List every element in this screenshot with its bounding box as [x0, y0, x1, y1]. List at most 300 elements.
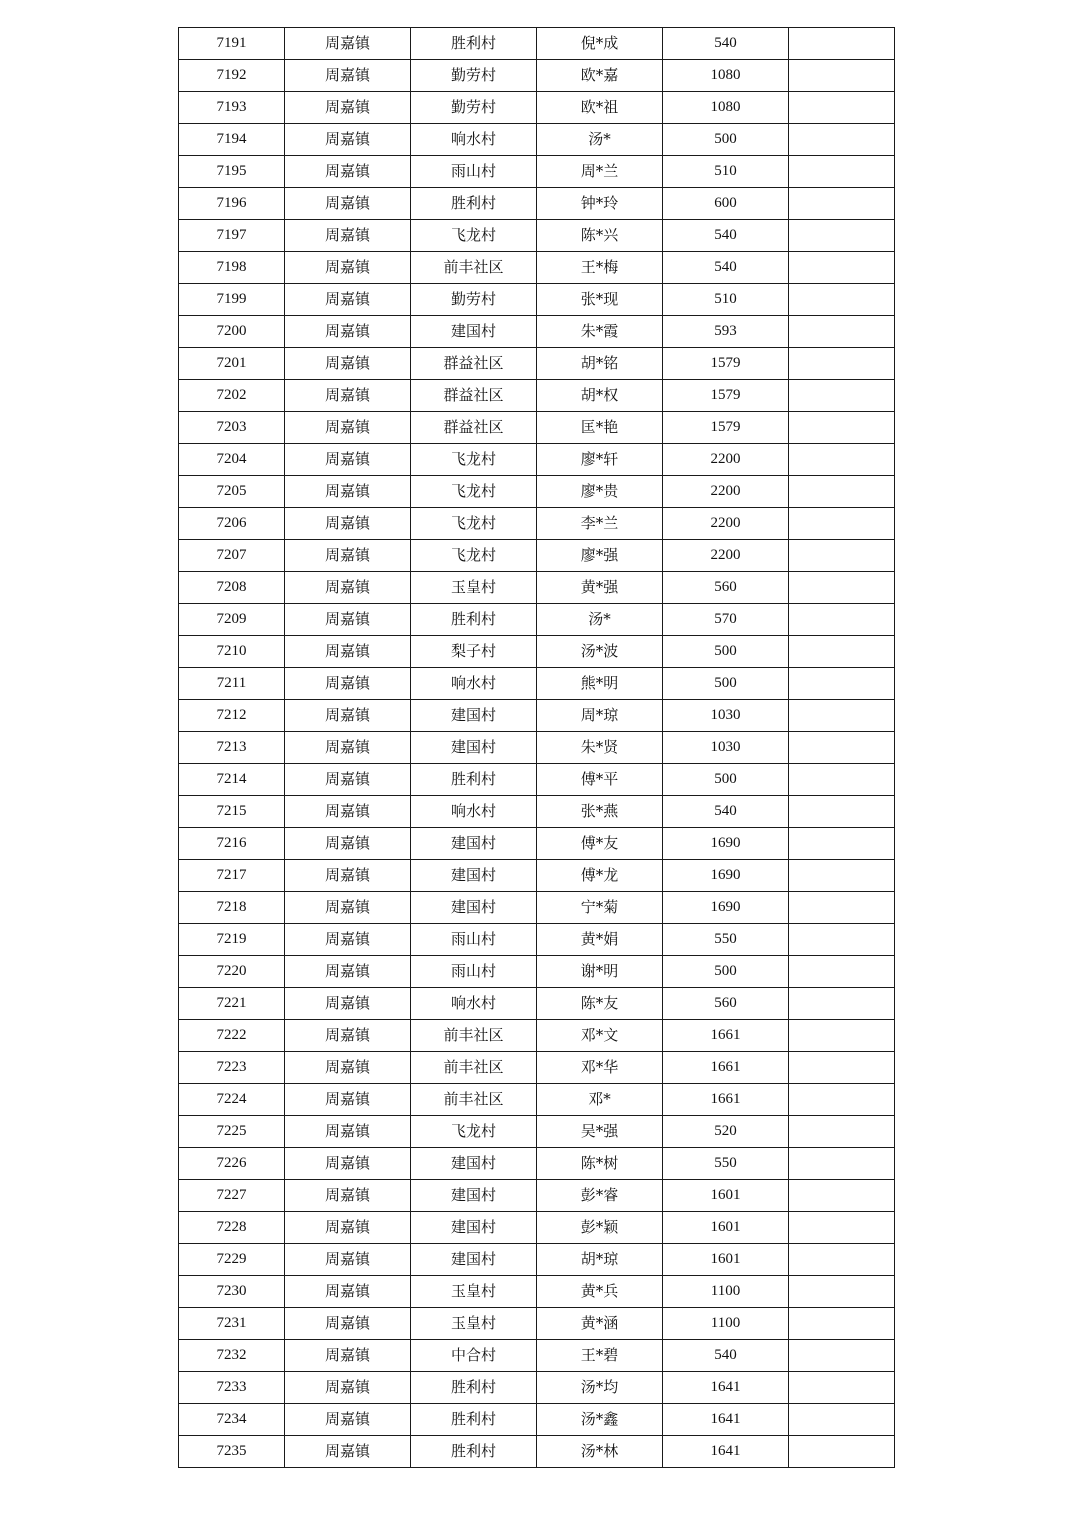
village-cell: 勤劳村 [411, 284, 537, 316]
person-name-cell: 欧*祖 [537, 92, 663, 124]
serial-number-cell: 7221 [179, 988, 285, 1020]
serial-number-cell: 7214 [179, 764, 285, 796]
records-table-body [179, 28, 895, 1468]
remarks-cell [789, 828, 895, 860]
person-name-cell: 彭*睿 [537, 1180, 663, 1212]
serial-number-cell: 7225 [179, 1116, 285, 1148]
serial-number-cell: 7207 [179, 540, 285, 572]
table-row [179, 252, 895, 284]
town-cell: 周嘉镇 [285, 444, 411, 476]
serial-number-cell: 7229 [179, 1244, 285, 1276]
amount-cell: 1641 [663, 1404, 789, 1436]
village-cell: 建国村 [411, 1148, 537, 1180]
serial-number-cell: 7224 [179, 1084, 285, 1116]
person-name-cell: 胡*铭 [537, 348, 663, 380]
remarks-cell [789, 284, 895, 316]
town-cell: 周嘉镇 [285, 28, 411, 60]
table-row [179, 988, 895, 1020]
village-cell: 勤劳村 [411, 92, 537, 124]
town-cell: 周嘉镇 [285, 1084, 411, 1116]
serial-number-cell: 7204 [179, 444, 285, 476]
village-cell: 玉皇村 [411, 1276, 537, 1308]
amount-cell: 1100 [663, 1308, 789, 1340]
table-row [179, 764, 895, 796]
remarks-cell [789, 412, 895, 444]
town-cell: 周嘉镇 [285, 1372, 411, 1404]
person-name-cell: 黄*强 [537, 572, 663, 604]
amount-cell: 1601 [663, 1212, 789, 1244]
remarks-cell [789, 1436, 895, 1468]
amount-cell: 1641 [663, 1372, 789, 1404]
serial-number-cell: 7205 [179, 476, 285, 508]
person-name-cell: 李*兰 [537, 508, 663, 540]
table-row [179, 1084, 895, 1116]
amount-cell: 1690 [663, 828, 789, 860]
amount-cell: 1641 [663, 1436, 789, 1468]
serial-number-cell: 7235 [179, 1436, 285, 1468]
table-row [179, 92, 895, 124]
amount-cell: 540 [663, 220, 789, 252]
village-cell: 群益社区 [411, 412, 537, 444]
village-cell: 飞龙村 [411, 444, 537, 476]
remarks-cell [789, 188, 895, 220]
village-cell: 胜利村 [411, 1436, 537, 1468]
serial-number-cell: 7191 [179, 28, 285, 60]
serial-number-cell: 7198 [179, 252, 285, 284]
remarks-cell [789, 1404, 895, 1436]
town-cell: 周嘉镇 [285, 892, 411, 924]
remarks-cell [789, 252, 895, 284]
village-cell: 雨山村 [411, 924, 537, 956]
table-row [179, 1276, 895, 1308]
town-cell: 周嘉镇 [285, 284, 411, 316]
amount-cell: 560 [663, 572, 789, 604]
table-row [179, 220, 895, 252]
village-cell: 飞龙村 [411, 220, 537, 252]
remarks-cell [789, 1340, 895, 1372]
village-cell: 响水村 [411, 796, 537, 828]
records-table [178, 27, 895, 1468]
person-name-cell: 汤*均 [537, 1372, 663, 1404]
amount-cell: 500 [663, 764, 789, 796]
town-cell: 周嘉镇 [285, 988, 411, 1020]
amount-cell: 500 [663, 636, 789, 668]
village-cell: 胜利村 [411, 604, 537, 636]
amount-cell: 500 [663, 956, 789, 988]
serial-number-cell: 7197 [179, 220, 285, 252]
village-cell: 雨山村 [411, 956, 537, 988]
table-row [179, 1180, 895, 1212]
person-name-cell: 傅*友 [537, 828, 663, 860]
remarks-cell [789, 1052, 895, 1084]
remarks-cell [789, 732, 895, 764]
amount-cell: 570 [663, 604, 789, 636]
amount-cell: 2200 [663, 508, 789, 540]
town-cell: 周嘉镇 [285, 956, 411, 988]
remarks-cell [789, 892, 895, 924]
remarks-cell [789, 572, 895, 604]
town-cell: 周嘉镇 [285, 636, 411, 668]
remarks-cell [789, 380, 895, 412]
serial-number-cell: 7218 [179, 892, 285, 924]
serial-number-cell: 7232 [179, 1340, 285, 1372]
table-row [179, 444, 895, 476]
town-cell: 周嘉镇 [285, 252, 411, 284]
table-row [179, 508, 895, 540]
person-name-cell: 欧*嘉 [537, 60, 663, 92]
table-row [179, 668, 895, 700]
serial-number-cell: 7213 [179, 732, 285, 764]
serial-number-cell: 7212 [179, 700, 285, 732]
town-cell: 周嘉镇 [285, 860, 411, 892]
serial-number-cell: 7223 [179, 1052, 285, 1084]
village-cell: 胜利村 [411, 1372, 537, 1404]
person-name-cell: 黄*涵 [537, 1308, 663, 1340]
amount-cell: 1690 [663, 892, 789, 924]
person-name-cell: 汤*波 [537, 636, 663, 668]
remarks-cell [789, 444, 895, 476]
amount-cell: 510 [663, 156, 789, 188]
amount-cell: 593 [663, 316, 789, 348]
serial-number-cell: 7233 [179, 1372, 285, 1404]
town-cell: 周嘉镇 [285, 1212, 411, 1244]
table-row [179, 892, 895, 924]
village-cell: 中合村 [411, 1340, 537, 1372]
serial-number-cell: 7231 [179, 1308, 285, 1340]
town-cell: 周嘉镇 [285, 60, 411, 92]
serial-number-cell: 7227 [179, 1180, 285, 1212]
town-cell: 周嘉镇 [285, 1340, 411, 1372]
town-cell: 周嘉镇 [285, 412, 411, 444]
town-cell: 周嘉镇 [285, 540, 411, 572]
person-name-cell: 钟*玲 [537, 188, 663, 220]
town-cell: 周嘉镇 [285, 508, 411, 540]
amount-cell: 2200 [663, 444, 789, 476]
amount-cell: 1030 [663, 732, 789, 764]
town-cell: 周嘉镇 [285, 476, 411, 508]
amount-cell: 1601 [663, 1244, 789, 1276]
remarks-cell [789, 60, 895, 92]
serial-number-cell: 7210 [179, 636, 285, 668]
village-cell: 胜利村 [411, 28, 537, 60]
person-name-cell: 胡*权 [537, 380, 663, 412]
table-row [179, 924, 895, 956]
village-cell: 胜利村 [411, 1404, 537, 1436]
table-row [179, 412, 895, 444]
town-cell: 周嘉镇 [285, 924, 411, 956]
person-name-cell: 周*兰 [537, 156, 663, 188]
serial-number-cell: 7199 [179, 284, 285, 316]
town-cell: 周嘉镇 [285, 1404, 411, 1436]
amount-cell: 1690 [663, 860, 789, 892]
serial-number-cell: 7230 [179, 1276, 285, 1308]
remarks-cell [789, 1148, 895, 1180]
remarks-cell [789, 668, 895, 700]
town-cell: 周嘉镇 [285, 1244, 411, 1276]
table-row [179, 572, 895, 604]
remarks-cell [789, 508, 895, 540]
serial-number-cell: 7206 [179, 508, 285, 540]
serial-number-cell: 7202 [179, 380, 285, 412]
serial-number-cell: 7216 [179, 828, 285, 860]
person-name-cell: 周*琼 [537, 700, 663, 732]
village-cell: 建国村 [411, 700, 537, 732]
village-cell: 建国村 [411, 1212, 537, 1244]
town-cell: 周嘉镇 [285, 1308, 411, 1340]
amount-cell: 600 [663, 188, 789, 220]
person-name-cell: 吴*强 [537, 1116, 663, 1148]
village-cell: 玉皇村 [411, 572, 537, 604]
person-name-cell: 陈*兴 [537, 220, 663, 252]
remarks-cell [789, 476, 895, 508]
table-row [179, 476, 895, 508]
person-name-cell: 张*现 [537, 284, 663, 316]
amount-cell: 550 [663, 1148, 789, 1180]
amount-cell: 1579 [663, 412, 789, 444]
table-row [179, 796, 895, 828]
table-row [179, 828, 895, 860]
table-row [179, 1372, 895, 1404]
village-cell: 胜利村 [411, 764, 537, 796]
serial-number-cell: 7196 [179, 188, 285, 220]
remarks-cell [789, 1276, 895, 1308]
serial-number-cell: 7234 [179, 1404, 285, 1436]
village-cell: 胜利村 [411, 188, 537, 220]
remarks-cell [789, 764, 895, 796]
remarks-cell [789, 316, 895, 348]
serial-number-cell: 7228 [179, 1212, 285, 1244]
town-cell: 周嘉镇 [285, 572, 411, 604]
town-cell: 周嘉镇 [285, 1020, 411, 1052]
person-name-cell: 王*碧 [537, 1340, 663, 1372]
person-name-cell: 邓*华 [537, 1052, 663, 1084]
remarks-cell [789, 348, 895, 380]
amount-cell: 1080 [663, 60, 789, 92]
town-cell: 周嘉镇 [285, 1436, 411, 1468]
serial-number-cell: 7203 [179, 412, 285, 444]
amount-cell: 1661 [663, 1020, 789, 1052]
table-row [179, 348, 895, 380]
village-cell: 建国村 [411, 828, 537, 860]
table-row [179, 1340, 895, 1372]
table-row [179, 1244, 895, 1276]
town-cell: 周嘉镇 [285, 316, 411, 348]
village-cell: 勤劳村 [411, 60, 537, 92]
village-cell: 飞龙村 [411, 540, 537, 572]
remarks-cell [789, 1020, 895, 1052]
amount-cell: 1661 [663, 1052, 789, 1084]
town-cell: 周嘉镇 [285, 828, 411, 860]
remarks-cell [789, 988, 895, 1020]
village-cell: 群益社区 [411, 380, 537, 412]
town-cell: 周嘉镇 [285, 700, 411, 732]
person-name-cell: 汤*林 [537, 1436, 663, 1468]
table-row [179, 860, 895, 892]
remarks-cell [789, 540, 895, 572]
amount-cell: 1100 [663, 1276, 789, 1308]
person-name-cell: 宁*菊 [537, 892, 663, 924]
remarks-cell [789, 924, 895, 956]
town-cell: 周嘉镇 [285, 124, 411, 156]
village-cell: 建国村 [411, 732, 537, 764]
amount-cell: 2200 [663, 476, 789, 508]
person-name-cell: 倪*成 [537, 28, 663, 60]
remarks-cell [789, 92, 895, 124]
table-row [179, 1436, 895, 1468]
person-name-cell: 黄*兵 [537, 1276, 663, 1308]
village-cell: 响水村 [411, 124, 537, 156]
person-name-cell: 谢*明 [537, 956, 663, 988]
town-cell: 周嘉镇 [285, 796, 411, 828]
table-row [179, 1308, 895, 1340]
person-name-cell: 汤*鑫 [537, 1404, 663, 1436]
remarks-cell [789, 1116, 895, 1148]
remarks-cell [789, 1372, 895, 1404]
table-row [179, 380, 895, 412]
person-name-cell: 朱*贤 [537, 732, 663, 764]
village-cell: 玉皇村 [411, 1308, 537, 1340]
amount-cell: 1579 [663, 380, 789, 412]
table-row [179, 1404, 895, 1436]
person-name-cell: 傅*平 [537, 764, 663, 796]
amount-cell: 550 [663, 924, 789, 956]
village-cell: 建国村 [411, 1180, 537, 1212]
remarks-cell [789, 636, 895, 668]
table-row [179, 156, 895, 188]
person-name-cell: 陈*树 [537, 1148, 663, 1180]
table-row [179, 1020, 895, 1052]
remarks-cell [789, 156, 895, 188]
person-name-cell: 汤* [537, 124, 663, 156]
town-cell: 周嘉镇 [285, 1276, 411, 1308]
remarks-cell [789, 700, 895, 732]
village-cell: 飞龙村 [411, 476, 537, 508]
table-row [179, 284, 895, 316]
serial-number-cell: 7200 [179, 316, 285, 348]
person-name-cell: 邓* [537, 1084, 663, 1116]
amount-cell: 520 [663, 1116, 789, 1148]
amount-cell: 510 [663, 284, 789, 316]
village-cell: 建国村 [411, 892, 537, 924]
village-cell: 前丰社区 [411, 252, 537, 284]
table-row [179, 1116, 895, 1148]
serial-number-cell: 7195 [179, 156, 285, 188]
amount-cell: 500 [663, 668, 789, 700]
serial-number-cell: 7219 [179, 924, 285, 956]
table-row [179, 1148, 895, 1180]
town-cell: 周嘉镇 [285, 668, 411, 700]
town-cell: 周嘉镇 [285, 92, 411, 124]
serial-number-cell: 7194 [179, 124, 285, 156]
remarks-cell [789, 1308, 895, 1340]
amount-cell: 540 [663, 252, 789, 284]
town-cell: 周嘉镇 [285, 380, 411, 412]
remarks-cell [789, 220, 895, 252]
table-row [179, 604, 895, 636]
village-cell: 雨山村 [411, 156, 537, 188]
town-cell: 周嘉镇 [285, 1052, 411, 1084]
village-cell: 飞龙村 [411, 1116, 537, 1148]
remarks-cell [789, 860, 895, 892]
remarks-cell [789, 956, 895, 988]
table-row [179, 540, 895, 572]
village-cell: 响水村 [411, 668, 537, 700]
town-cell: 周嘉镇 [285, 348, 411, 380]
person-name-cell: 朱*霞 [537, 316, 663, 348]
serial-number-cell: 7217 [179, 860, 285, 892]
table-row [179, 732, 895, 764]
serial-number-cell: 7193 [179, 92, 285, 124]
village-cell: 建国村 [411, 1244, 537, 1276]
village-cell: 响水村 [411, 988, 537, 1020]
village-cell: 前丰社区 [411, 1084, 537, 1116]
village-cell: 飞龙村 [411, 508, 537, 540]
amount-cell: 1661 [663, 1084, 789, 1116]
town-cell: 周嘉镇 [285, 764, 411, 796]
person-name-cell: 匡*艳 [537, 412, 663, 444]
remarks-cell [789, 124, 895, 156]
remarks-cell [789, 604, 895, 636]
remarks-cell [789, 1084, 895, 1116]
amount-cell: 560 [663, 988, 789, 1020]
amount-cell: 1080 [663, 92, 789, 124]
village-cell: 建国村 [411, 316, 537, 348]
village-cell: 梨子村 [411, 636, 537, 668]
remarks-cell [789, 1212, 895, 1244]
town-cell: 周嘉镇 [285, 732, 411, 764]
town-cell: 周嘉镇 [285, 1148, 411, 1180]
serial-number-cell: 7201 [179, 348, 285, 380]
town-cell: 周嘉镇 [285, 1116, 411, 1148]
amount-cell: 1030 [663, 700, 789, 732]
village-cell: 前丰社区 [411, 1052, 537, 1084]
amount-cell: 540 [663, 796, 789, 828]
table-row [179, 1052, 895, 1084]
table-row [179, 636, 895, 668]
town-cell: 周嘉镇 [285, 156, 411, 188]
person-name-cell: 胡*琼 [537, 1244, 663, 1276]
person-name-cell: 黄*娟 [537, 924, 663, 956]
remarks-cell [789, 28, 895, 60]
table-row [179, 60, 895, 92]
table-row [179, 700, 895, 732]
town-cell: 周嘉镇 [285, 1180, 411, 1212]
person-name-cell: 廖*贵 [537, 476, 663, 508]
person-name-cell: 傅*龙 [537, 860, 663, 892]
amount-cell: 540 [663, 28, 789, 60]
town-cell: 周嘉镇 [285, 188, 411, 220]
table-row [179, 1212, 895, 1244]
amount-cell: 500 [663, 124, 789, 156]
person-name-cell: 邓*文 [537, 1020, 663, 1052]
village-cell: 建国村 [411, 860, 537, 892]
town-cell: 周嘉镇 [285, 220, 411, 252]
person-name-cell: 汤* [537, 604, 663, 636]
serial-number-cell: 7215 [179, 796, 285, 828]
serial-number-cell: 7220 [179, 956, 285, 988]
person-name-cell: 廖*轩 [537, 444, 663, 476]
amount-cell: 1601 [663, 1180, 789, 1212]
remarks-cell [789, 796, 895, 828]
serial-number-cell: 7208 [179, 572, 285, 604]
amount-cell: 2200 [663, 540, 789, 572]
table-row [179, 28, 895, 60]
town-cell: 周嘉镇 [285, 604, 411, 636]
table-row [179, 124, 895, 156]
person-name-cell: 彭*颖 [537, 1212, 663, 1244]
person-name-cell: 熊*明 [537, 668, 663, 700]
table-row [179, 188, 895, 220]
